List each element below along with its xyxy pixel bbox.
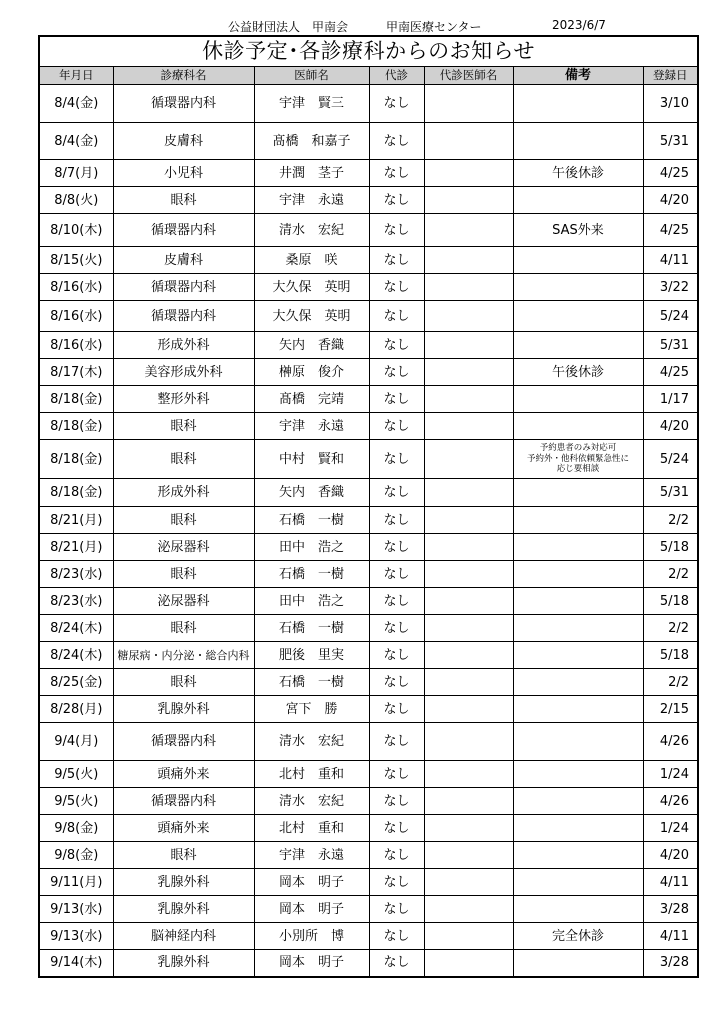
table-row [39, 301, 698, 332]
table-row [39, 896, 698, 923]
cell-remarks [513, 842, 643, 869]
cell-date: 9/14(木) [39, 950, 113, 977]
table-row [39, 274, 698, 301]
cell-remarks [513, 507, 643, 534]
cell-doctor: 石橋 一樹 [254, 669, 369, 696]
cell-remarks [513, 386, 643, 413]
cell-doctor: 岡本 明子 [254, 950, 369, 977]
col-header-doctor: 医師名 [254, 67, 369, 85]
table-row [39, 561, 698, 588]
schedule-table-wrapper [38, 35, 697, 978]
cell-date: 8/28(月) [39, 696, 113, 723]
cell-date: 8/16(水) [39, 332, 113, 359]
cell-sub-doctor [424, 869, 513, 896]
cell-substitute: なし [369, 869, 424, 896]
cell-date: 8/4(金) [39, 123, 113, 160]
cell-substitute: なし [369, 642, 424, 669]
cell-registered: 5/18 [643, 642, 698, 669]
cell-dept: 循環器内科 [113, 274, 254, 301]
cell-date: 9/8(金) [39, 842, 113, 869]
cell-doctor: 宇津 永遠 [254, 842, 369, 869]
table-row [39, 815, 698, 842]
cell-dept: 循環器内科 [113, 788, 254, 815]
table-row [39, 696, 698, 723]
cell-doctor: 宇津 永遠 [254, 413, 369, 440]
cell-substitute: なし [369, 413, 424, 440]
cell-registered: 4/25 [643, 359, 698, 386]
cell-substitute: なし [369, 214, 424, 247]
cell-substitute: なし [369, 386, 424, 413]
cell-sub-doctor [424, 815, 513, 842]
cell-sub-doctor [424, 413, 513, 440]
table-row [39, 479, 698, 507]
cell-sub-doctor [424, 615, 513, 642]
cell-remarks [513, 440, 643, 479]
table-row [39, 534, 698, 561]
cell-date: 8/24(木) [39, 642, 113, 669]
cell-remarks [513, 301, 643, 332]
cell-doctor: 田中 浩之 [254, 534, 369, 561]
table-row [39, 85, 698, 123]
cell-date: 8/10(木) [39, 214, 113, 247]
remark-line: 応じ要相談 [556, 464, 600, 475]
cell-registered: 4/26 [643, 788, 698, 815]
remark-line: 予約外・他科依頼緊急性に [526, 453, 629, 464]
cell-remarks [513, 615, 643, 642]
cell-dept: 形成外科 [113, 332, 254, 359]
cell-registered: 3/22 [643, 274, 698, 301]
cell-dept: 眼科 [113, 669, 254, 696]
cell-remarks [513, 723, 643, 761]
cell-date: 8/15(火) [39, 247, 113, 274]
cell-doctor: 宇津 賢三 [254, 85, 369, 123]
cell-date: 8/18(金) [39, 413, 113, 440]
cell-substitute: なし [369, 723, 424, 761]
cell-date: 8/18(金) [39, 479, 113, 507]
cell-date: 8/24(木) [39, 615, 113, 642]
cell-doctor: 榊原 俊介 [254, 359, 369, 386]
cell-doctor: 宮下 勝 [254, 696, 369, 723]
cell-sub-doctor [424, 160, 513, 187]
cell-date: 9/11(月) [39, 869, 113, 896]
cell-remarks [513, 696, 643, 723]
table-row [39, 507, 698, 534]
cell-substitute: なし [369, 669, 424, 696]
cell-registered: 4/11 [643, 247, 698, 274]
cell-date: 8/7(月) [39, 160, 113, 187]
col-header-sub-doctor: 代診医師名 [424, 67, 513, 85]
cell-sub-doctor [424, 123, 513, 160]
schedule-rows [39, 85, 698, 977]
cell-remarks: 午後休診 [513, 359, 643, 386]
cell-doctor: 石橋 一樹 [254, 507, 369, 534]
cell-sub-doctor [424, 842, 513, 869]
table-row [39, 123, 698, 160]
cell-date: 8/18(金) [39, 386, 113, 413]
cell-registered: 2/2 [643, 669, 698, 696]
cell-substitute: なし [369, 507, 424, 534]
cell-dept: 循環器内科 [113, 723, 254, 761]
cell-sub-doctor [424, 642, 513, 669]
cell-sub-doctor [424, 247, 513, 274]
cell-date: 8/4(金) [39, 85, 113, 123]
table-row [39, 214, 698, 247]
cell-dept: 乳腺外科 [113, 896, 254, 923]
cell-date: 9/4(月) [39, 723, 113, 761]
cell-doctor: 桑原 咲 [254, 247, 369, 274]
cell-remarks: 完全休診 [513, 923, 643, 950]
cell-doctor: 髙橋 完靖 [254, 386, 369, 413]
cell-substitute: なし [369, 896, 424, 923]
cell-date: 9/5(火) [39, 788, 113, 815]
cell-dept: 眼科 [113, 187, 254, 214]
cell-substitute: なし [369, 815, 424, 842]
cell-sub-doctor [424, 761, 513, 788]
cell-sub-doctor [424, 950, 513, 977]
cell-substitute: なし [369, 950, 424, 977]
cell-sub-doctor [424, 479, 513, 507]
table-row [39, 642, 698, 669]
cell-date: 8/25(金) [39, 669, 113, 696]
cell-registered: 3/28 [643, 896, 698, 923]
cell-dept: 形成外科 [113, 479, 254, 507]
cell-registered: 4/20 [643, 842, 698, 869]
cell-doctor: 田中 浩之 [254, 588, 369, 615]
cell-substitute: なし [369, 85, 424, 123]
cell-date: 8/17(木) [39, 359, 113, 386]
cell-doctor: 清水 宏紀 [254, 788, 369, 815]
cell-doctor: 石橋 一樹 [254, 615, 369, 642]
cell-sub-doctor [424, 696, 513, 723]
table-row [39, 160, 698, 187]
cell-dept: 循環器内科 [113, 85, 254, 123]
cell-dept: 美容形成外科 [113, 359, 254, 386]
cell-sub-doctor [424, 896, 513, 923]
cell-doctor: 中村 賢和 [254, 440, 369, 479]
cell-date: 9/13(水) [39, 896, 113, 923]
cell-substitute: なし [369, 359, 424, 386]
cell-sub-doctor [424, 588, 513, 615]
cell-registered: 2/15 [643, 696, 698, 723]
cell-sub-doctor [424, 534, 513, 561]
page-title: 休診予定･各診療科からのお知らせ [39, 36, 698, 67]
cell-substitute: なし [369, 187, 424, 214]
cell-doctor: 北村 重和 [254, 815, 369, 842]
table-row [39, 788, 698, 815]
cell-dept: 眼科 [113, 440, 254, 479]
cell-dept: 脳神経内科 [113, 923, 254, 950]
cell-dept: 泌尿器科 [113, 588, 254, 615]
cell-substitute: なし [369, 842, 424, 869]
cell-substitute: なし [369, 615, 424, 642]
cell-registered: 5/24 [643, 301, 698, 332]
cell-substitute: なし [369, 923, 424, 950]
cell-dept: 乳腺外科 [113, 950, 254, 977]
cell-substitute: なし [369, 301, 424, 332]
cell-registered: 4/11 [643, 923, 698, 950]
cell-registered: 4/25 [643, 214, 698, 247]
cell-doctor: 矢内 香織 [254, 332, 369, 359]
table-row [39, 869, 698, 896]
cell-sub-doctor [424, 386, 513, 413]
cell-substitute: なし [369, 788, 424, 815]
cell-date: 8/23(水) [39, 561, 113, 588]
cell-sub-doctor [424, 788, 513, 815]
cell-sub-doctor [424, 507, 513, 534]
cell-date: 8/18(金) [39, 440, 113, 479]
cell-doctor: 清水 宏紀 [254, 723, 369, 761]
table-row [39, 247, 698, 274]
cell-registered: 2/2 [643, 561, 698, 588]
col-header-remarks: 備考 [513, 67, 643, 85]
cell-dept: 眼科 [113, 615, 254, 642]
cell-doctor: 井潤 茎子 [254, 160, 369, 187]
cell-date: 8/21(月) [39, 534, 113, 561]
cell-substitute: なし [369, 274, 424, 301]
cell-remarks [513, 274, 643, 301]
cell-doctor: 矢内 香織 [254, 479, 369, 507]
column-header-row [39, 67, 698, 85]
cell-date: 9/8(金) [39, 815, 113, 842]
cell-sub-doctor [424, 214, 513, 247]
cell-registered: 1/17 [643, 386, 698, 413]
cell-date: 8/16(水) [39, 301, 113, 332]
cell-doctor: 岡本 明子 [254, 869, 369, 896]
table-row [39, 440, 698, 479]
col-header-date: 年月日 [39, 67, 113, 85]
cell-dept: 眼科 [113, 842, 254, 869]
cell-remarks [513, 332, 643, 359]
cell-remarks [513, 187, 643, 214]
table-row [39, 187, 698, 214]
table-row [39, 615, 698, 642]
cell-registered: 2/2 [643, 507, 698, 534]
cell-doctor: 清水 宏紀 [254, 214, 369, 247]
cell-registered: 4/11 [643, 869, 698, 896]
cell-sub-doctor [424, 561, 513, 588]
cell-remarks: 午後休診 [513, 160, 643, 187]
cell-sub-doctor [424, 669, 513, 696]
cell-substitute: なし [369, 123, 424, 160]
table-row [39, 332, 698, 359]
center-name: 甲南医療センター [386, 20, 482, 34]
cell-dept: 整形外科 [113, 386, 254, 413]
cell-substitute: なし [369, 588, 424, 615]
table-row [39, 923, 698, 950]
cell-sub-doctor [424, 274, 513, 301]
cell-date: 8/8(火) [39, 187, 113, 214]
cell-remarks [513, 479, 643, 507]
cell-registered: 5/18 [643, 534, 698, 561]
cell-sub-doctor [424, 332, 513, 359]
cell-dept: 乳腺外科 [113, 869, 254, 896]
cell-remarks [513, 561, 643, 588]
cell-remarks [513, 761, 643, 788]
cell-remarks: SAS外来 [513, 214, 643, 247]
cell-registered: 4/20 [643, 187, 698, 214]
cell-remarks [513, 896, 643, 923]
cell-registered: 2/2 [643, 615, 698, 642]
cell-dept: 乳腺外科 [113, 696, 254, 723]
cell-remarks [513, 788, 643, 815]
cell-registered: 1/24 [643, 815, 698, 842]
cell-registered: 3/28 [643, 950, 698, 977]
cell-registered: 5/24 [643, 440, 698, 479]
cell-doctor: 大久保 英明 [254, 274, 369, 301]
cell-registered: 4/26 [643, 723, 698, 761]
cell-dept: 皮膚科 [113, 247, 254, 274]
cell-doctor: 小別所 博 [254, 923, 369, 950]
cell-dept: 眼科 [113, 507, 254, 534]
table-row [39, 386, 698, 413]
cell-dept: 眼科 [113, 413, 254, 440]
cell-registered: 1/24 [643, 761, 698, 788]
cell-substitute: なし [369, 440, 424, 479]
cell-sub-doctor [424, 187, 513, 214]
cell-remarks [513, 642, 643, 669]
cell-registered: 4/25 [643, 160, 698, 187]
cell-dept: 泌尿器科 [113, 534, 254, 561]
cell-sub-doctor [424, 440, 513, 479]
cell-sub-doctor [424, 359, 513, 386]
col-header-substitute: 代診 [369, 67, 424, 85]
cell-doctor: 北村 重和 [254, 761, 369, 788]
cell-doctor: 石橋 一樹 [254, 561, 369, 588]
table-row [39, 842, 698, 869]
cell-sub-doctor [424, 85, 513, 123]
cell-dept: 小児科 [113, 160, 254, 187]
cell-remarks [513, 123, 643, 160]
cell-date: 8/16(水) [39, 274, 113, 301]
cell-registered: 5/31 [643, 479, 698, 507]
cell-substitute: なし [369, 332, 424, 359]
table-row [39, 950, 698, 977]
cell-remarks [513, 247, 643, 274]
organization-name: 公益財団法人 甲南会 [228, 20, 349, 34]
cell-dept: 眼科 [113, 561, 254, 588]
cell-registered: 5/18 [643, 588, 698, 615]
cell-date: 8/23(水) [39, 588, 113, 615]
cell-dept: 頭痛外来 [113, 761, 254, 788]
cell-substitute: なし [369, 479, 424, 507]
cell-dept: 糖尿病・内分泌・総合内科 [113, 642, 254, 669]
table-row [39, 669, 698, 696]
cell-remarks [513, 815, 643, 842]
table-row [39, 359, 698, 386]
cell-dept: 頭痛外来 [113, 815, 254, 842]
table-row [39, 413, 698, 440]
cell-substitute: なし [369, 160, 424, 187]
cell-sub-doctor [424, 923, 513, 950]
cell-registered: 5/31 [643, 332, 698, 359]
table-row [39, 723, 698, 761]
cell-registered: 4/20 [643, 413, 698, 440]
cell-dept: 循環器内科 [113, 301, 254, 332]
issue-date: 2023/6/7 [552, 18, 606, 32]
cell-dept: 皮膚科 [113, 123, 254, 160]
cell-remarks [513, 534, 643, 561]
remark-line: 予約患者のみ対応可 [539, 443, 617, 454]
cell-remarks [513, 669, 643, 696]
cell-date: 9/5(火) [39, 761, 113, 788]
col-header-dept: 診療科名 [113, 67, 254, 85]
cell-sub-doctor [424, 301, 513, 332]
closure-schedule-table [38, 35, 699, 978]
cell-date: 8/21(月) [39, 507, 113, 534]
table-row [39, 761, 698, 788]
cell-remarks [513, 588, 643, 615]
cell-substitute: なし [369, 561, 424, 588]
cell-doctor: 肥後 里実 [254, 642, 369, 669]
cell-substitute: なし [369, 247, 424, 274]
cell-doctor: 岡本 明子 [254, 896, 369, 923]
cell-registered: 5/31 [643, 123, 698, 160]
cell-remarks [513, 869, 643, 896]
cell-substitute: なし [369, 696, 424, 723]
cell-remarks [513, 413, 643, 440]
cell-substitute: なし [369, 761, 424, 788]
cell-doctor: 大久保 英明 [254, 301, 369, 332]
cell-doctor: 髙橋 和嘉子 [254, 123, 369, 160]
col-header-registered: 登録日 [643, 67, 698, 85]
cell-remarks [513, 950, 643, 977]
cell-remarks [513, 85, 643, 123]
cell-sub-doctor [424, 723, 513, 761]
cell-doctor: 宇津 永遠 [254, 187, 369, 214]
cell-date: 9/13(水) [39, 923, 113, 950]
cell-dept: 循環器内科 [113, 214, 254, 247]
table-row [39, 588, 698, 615]
cell-registered: 3/10 [643, 85, 698, 123]
cell-substitute: なし [369, 534, 424, 561]
